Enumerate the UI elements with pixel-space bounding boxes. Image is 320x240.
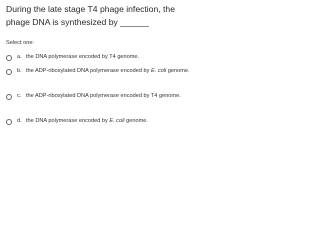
option-c[interactable] [6, 92, 198, 114]
select-one-label: Select one: [6, 40, 34, 46]
option-c-letter: c. [17, 93, 22, 99]
option-b-text: the ADP-ribosylated DNA polymerase encoded by E. coli genome. [26, 68, 190, 74]
quiz-page [0, 0, 200, 144]
option-b-letter: b. [17, 68, 22, 74]
option-b[interactable] [6, 67, 198, 89]
option-d-radio[interactable] [6, 119, 12, 125]
option-b-radio[interactable] [6, 69, 12, 75]
option-d[interactable] [6, 117, 198, 129]
option-c-text: the ADP-ribosylated DNA polymerase encoded by T4 genome. [26, 93, 181, 99]
option-a-radio[interactable] [6, 55, 12, 61]
option-a-letter: a. [17, 54, 22, 60]
option-d-letter: d. [17, 118, 22, 124]
option-c-radio[interactable] [6, 94, 12, 100]
option-a[interactable] [6, 53, 198, 65]
question-line-2: phage DNA is synthesized by ______ [6, 17, 149, 27]
option-a-text: the DNA polymerase encoded by T4 genome. [26, 54, 140, 60]
question-text [6, 3, 196, 29]
option-d-text: the DNA polymerase encoded by E. coli genome. [26, 118, 148, 124]
question-line-1: During the late stage T4 phage infection, the [6, 4, 175, 14]
